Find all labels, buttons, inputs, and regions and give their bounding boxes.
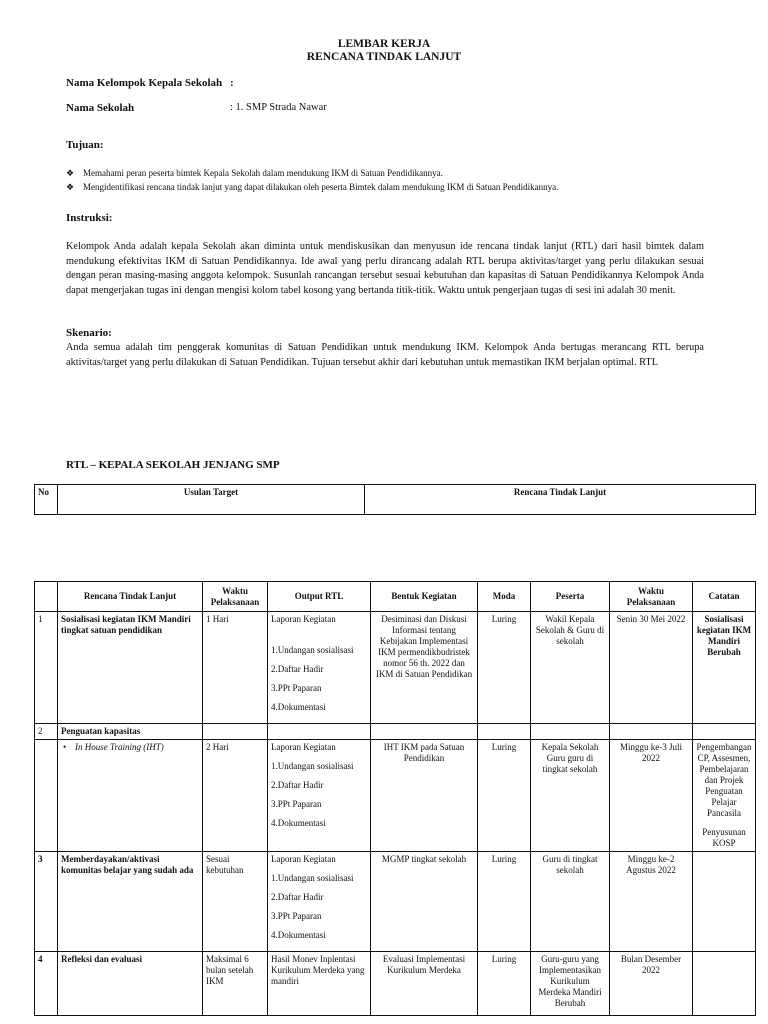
cell-moda: Luring	[478, 740, 531, 852]
cell-empty	[371, 724, 478, 740]
cell-rtl	[58, 740, 203, 852]
output-line: 1.Undangan sosialisasi	[271, 761, 354, 771]
skenario-text: Anda semua adalah tim penggerak komunitas di Satuan Pendidikan untuk mendukung IKM. Kelompok Anda bertugas merancang RTL berupa aktivitas/target yang perlu dilakukan di Satuan Pendidikan. Tujuan tersebut akhir dari kebutuhan untuk memastikan IKM berjalan optimal. RTL	[66, 342, 704, 368]
cell-moda: Luring	[478, 952, 531, 1016]
tujuan-item-1	[66, 168, 716, 179]
col-moda-header: Moda	[478, 582, 531, 612]
cell-empty	[203, 724, 268, 740]
cell-waktu2: Senin 30 Mei 2022	[610, 612, 693, 724]
table-row	[35, 724, 756, 740]
catatan-line-1: Pengembangan CP, Assesmen, Pembelajaran dan Projek Penguatan Pelajar Pancasila	[696, 742, 752, 818]
cell-no: 4	[35, 952, 58, 1016]
output-line: 2.Daftar Hadir	[271, 780, 324, 790]
cell-waktu2: Minggu ke-3 Juli 2022	[610, 740, 693, 852]
output-line: 4.Dokumentasi	[271, 702, 326, 712]
col-no-header: No	[35, 485, 58, 515]
catatan-line-2: Penyusunan KOSP	[702, 827, 746, 848]
output-line: 3.PPt Paparan	[271, 683, 322, 693]
cell-bentuk: MGMP tingkat sekolah	[371, 852, 478, 952]
tujuan-item-2	[66, 182, 716, 193]
cell-peserta: Guru-guru yang Implementasikan Kurikulum Merdeka Mandiri Berubah	[531, 952, 610, 1016]
cell-no	[35, 740, 58, 852]
cell-waktu: 2 Hari	[203, 740, 268, 852]
bullet-icon: ❖	[66, 168, 75, 178]
instruksi-heading: Instruksi:	[66, 212, 113, 224]
cell-empty	[478, 724, 531, 740]
cell-peserta: Kepala Sekolah Guru guru di tingkat sekolah	[531, 740, 610, 852]
cell-output: Hasil Monev Inplentasi Kurikulum Merdeka yang mandiri	[268, 952, 371, 1016]
output-line: 3.PPt Paparan	[271, 911, 322, 921]
cell-bentuk: Desiminasi dan Diskusi Informasi tentang Kebijakan Implementasi IKM permendikbudristek nomor 56 th. 2022 dan IKM di Satuan Pendidikan	[371, 612, 478, 724]
output-line: 3.PPt Paparan	[271, 799, 322, 809]
cell-rtl: Sosialisasi kegiatan IKM Mandiri tingkat satuan pendidikan	[58, 612, 203, 724]
output-line: 1.Undangan sosialisasi	[271, 645, 354, 655]
cell-output	[268, 852, 371, 952]
cell-waktu: Maksimal 6 bulan setelah IKM	[203, 952, 268, 1016]
skenario-heading: Skenario:	[66, 327, 112, 339]
col-usulan-header: Usulan Target	[58, 485, 365, 515]
tujuan-heading: Tujuan:	[66, 139, 104, 151]
cell-output	[268, 612, 371, 724]
school-name-label: Nama Sekolah	[66, 102, 135, 114]
cell-waktu: Sesuai kebutuhan	[203, 852, 268, 952]
doc-title-1: LEMBAR KERJA	[337, 38, 431, 50]
cell-moda: Luring	[478, 852, 531, 952]
table-row	[35, 852, 756, 952]
cell-empty	[693, 724, 756, 740]
school-name-value: : 1. SMP Strada Nawar	[230, 102, 327, 113]
col-waktu2-header: Waktu Pelaksanaan	[610, 582, 693, 612]
cell-rtl: Refleksi dan evaluasi	[58, 952, 203, 1016]
cell-catatan: Sosialisasi kegiatan IKM Mandiri Berubah	[693, 612, 756, 724]
col-output-header: Output RTL	[268, 582, 371, 612]
cell-empty	[531, 724, 610, 740]
col-no-header	[35, 582, 58, 612]
cell-empty	[268, 724, 371, 740]
tujuan-item-1-text: Memahami peran peserta bimtek Kepala Sekolah dalam mendukung IKM di Satuan Pendidikannya.	[83, 168, 443, 178]
output-line: Laporan Kegiatan	[271, 854, 336, 864]
cell-moda: Luring	[478, 612, 531, 724]
cell-rtl: Penguatan kapasitas	[58, 724, 203, 740]
group-name-colon: :	[230, 77, 234, 89]
bullet-icon: ❖	[66, 182, 75, 192]
cell-waktu2: Bulan Desember 2022	[610, 952, 693, 1016]
cell-peserta: Wakil Kepala Sekolah & Guru di sekolah	[531, 612, 610, 724]
col-waktu-header: Waktu Pelaksanaan	[203, 582, 268, 612]
col-rtl-header: Rencana Tindak Lanjut	[58, 582, 203, 612]
table-row	[35, 952, 756, 1016]
cell-bentuk: IHT IKM pada Satuan Pendidikan	[371, 740, 478, 852]
output-line: 1.Undangan sosialisasi	[271, 873, 354, 883]
cell-no: 3	[35, 852, 58, 952]
cell-catatan	[693, 952, 756, 1016]
table-row	[35, 612, 756, 724]
instruksi-text: Kelompok Anda adalah kepala Sekolah akan diminta untuk mendiskusikan dan menyusun ide rencana tindak lanjut (RTL) dari hasil bimtek dalam mendukung efektivitas IKM di Satuan Pendidikannya. Ide awal yang perlu dirancang adalah RTL berupa aktivitas/target yang perlu dilakukan sesuai dengan peran masing-masing anggota kelompok. Susunlah rancangan tersebut sesuai kebutuhan dan kapasitas di Satuan Pendidikannya Kelompok Anda dapat mengerjakan tugas ini dengan mengisi kolom tabel kosong yang bertanda titik-titik. Waktu untuk pengerjaan tugas di sesi ini adalah 30 menit.	[66, 241, 704, 296]
cell-no: 2	[35, 724, 58, 740]
cell-rtl-text: In House Training (IHT)	[75, 742, 164, 752]
cell-waktu2: Minggu ke-2 Agustus 2022	[610, 852, 693, 952]
cell-bentuk: Evaluasi Implementasi Kurikulum Merdeka	[371, 952, 478, 1016]
cell-catatan	[693, 852, 756, 952]
output-line: Laporan Kegiatan	[271, 614, 336, 624]
cell-output	[268, 740, 371, 852]
col-catatan-header: Catatan	[693, 582, 756, 612]
bullet-dot-icon: •	[63, 742, 67, 752]
col-peserta-header: Peserta	[531, 582, 610, 612]
rtl-table	[34, 581, 756, 1016]
output-line: 4.Dokumentasi	[271, 930, 326, 940]
table-row	[35, 740, 756, 852]
output-line: Laporan Kegiatan	[271, 742, 336, 752]
doc-title-2: RENCANA TINDAK LANJUT	[306, 51, 462, 63]
tujuan-item-2-text: Mengidentifikasi rencana tindak lanjut yang dapat dilakukan oleh peserta Bimtek dalam mendukung IKM di Satuan Pendidikannya.	[83, 182, 559, 192]
col-rencana-header: Rencana Tindak Lanjut	[365, 485, 756, 515]
output-line: 2.Daftar Hadir	[271, 664, 324, 674]
group-name-label: Nama Kelompok Kepala Sekolah	[66, 77, 223, 89]
output-line: 2.Daftar Hadir	[271, 892, 324, 902]
rtl-heading: RTL – KEPALA SEKOLAH JENJANG SMP	[66, 459, 280, 471]
target-table	[34, 484, 756, 515]
col-bentuk-header: Bentuk Kegiatan	[371, 582, 478, 612]
cell-catatan	[693, 740, 756, 852]
cell-empty	[610, 724, 693, 740]
output-line: 4.Dokumentasi	[271, 818, 326, 828]
cell-no: 1	[35, 612, 58, 724]
cell-peserta: Guru di tingkat sekolah	[531, 852, 610, 952]
cell-waktu: 1 Hari	[203, 612, 268, 724]
cell-rtl: Memberdayakan/aktivasi komunitas belajar yang sudah ada	[58, 852, 203, 952]
